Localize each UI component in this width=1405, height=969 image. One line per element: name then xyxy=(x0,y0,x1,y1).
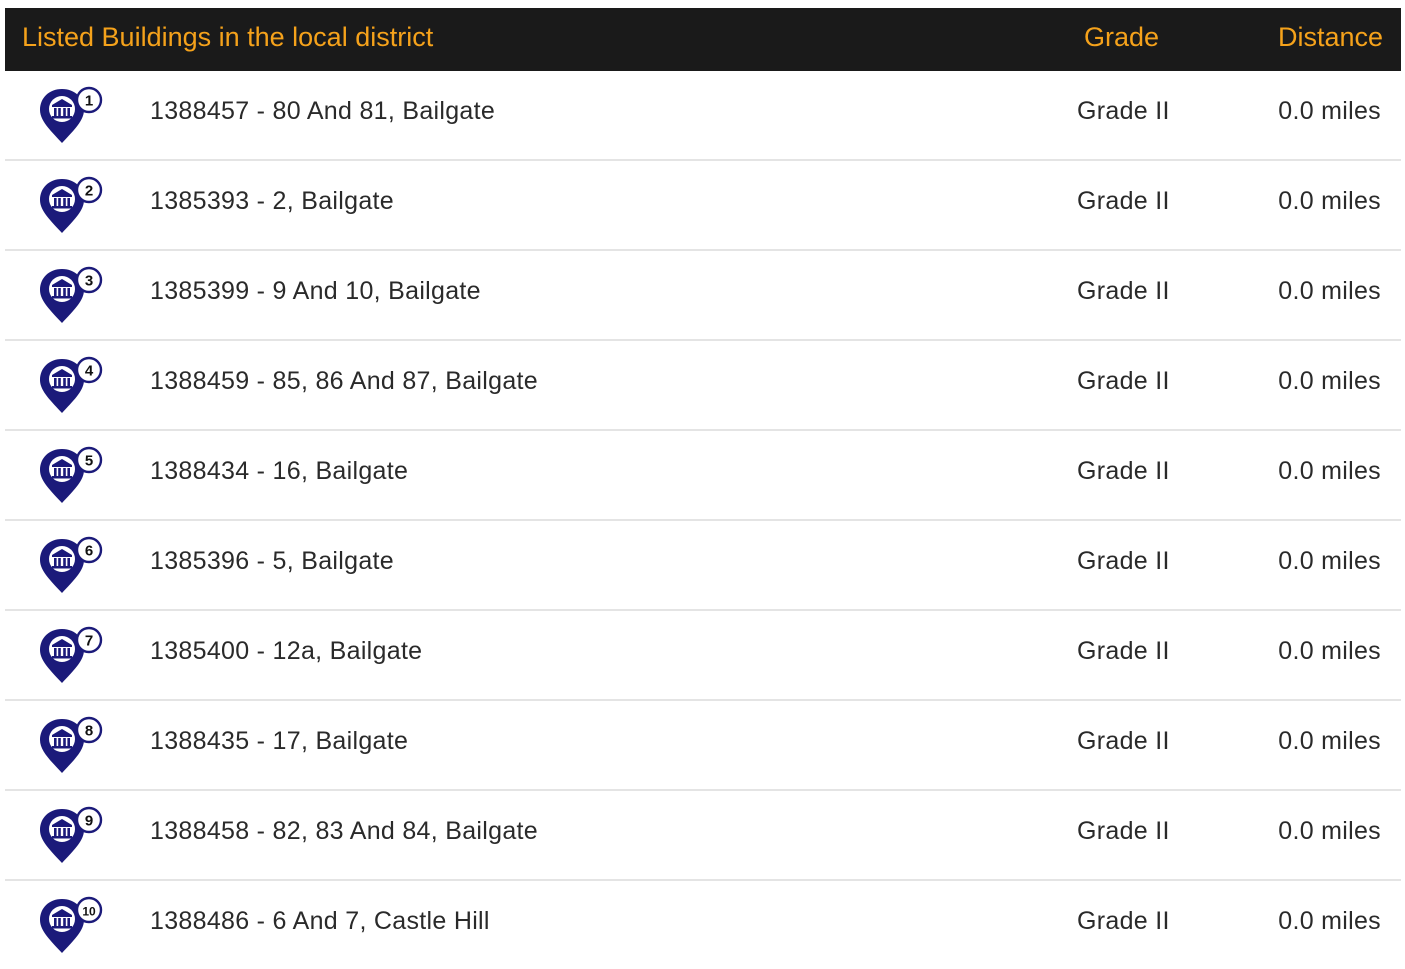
table-row-2[interactable] xyxy=(5,161,1401,251)
table-header xyxy=(5,8,1401,71)
table-body xyxy=(5,71,1401,969)
svg-text:4: 4 xyxy=(84,362,94,380)
building-distance: 0.0 miles xyxy=(1278,367,1381,395)
building-distance: 0.0 miles xyxy=(1278,187,1381,215)
building-grade: Grade II xyxy=(1077,97,1170,125)
svg-text:5: 5 xyxy=(84,452,94,470)
map-pin-building-icon[interactable] xyxy=(39,265,109,327)
pin-number-badge xyxy=(77,88,101,112)
pin-number-badge xyxy=(77,898,101,922)
building-name[interactable]: 1385396 - 5, Bailgate xyxy=(150,547,394,575)
distance-column-header: Distance xyxy=(1277,22,1383,52)
table-row-5[interactable] xyxy=(5,431,1401,521)
table-row-4[interactable] xyxy=(5,341,1401,431)
building-name[interactable]: 1385399 - 9 And 10, Bailgate xyxy=(150,277,481,305)
grade-column-header: Grade xyxy=(1084,22,1160,52)
svg-text:1: 1 xyxy=(84,92,94,110)
pin-number-badge xyxy=(77,808,101,832)
table-row-6[interactable] xyxy=(5,521,1401,611)
building-distance: 0.0 miles xyxy=(1278,547,1381,575)
pin-number-badge xyxy=(77,718,101,742)
building-grade: Grade II xyxy=(1077,727,1170,755)
building-distance: 0.0 miles xyxy=(1278,277,1381,305)
map-pin-building-icon[interactable] xyxy=(39,445,109,507)
building-name[interactable]: 1388459 - 85, 86 And 87, Bailgate xyxy=(150,367,538,395)
pin-number-badge xyxy=(77,358,101,382)
building-distance: 0.0 miles xyxy=(1278,817,1381,845)
map-pin-building-icon[interactable] xyxy=(39,625,109,687)
pin-number-badge xyxy=(77,538,101,562)
building-distance: 0.0 miles xyxy=(1278,907,1381,935)
building-grade: Grade II xyxy=(1077,457,1170,485)
building-grade: Grade II xyxy=(1077,637,1170,665)
map-pin-building-icon[interactable] xyxy=(39,895,109,957)
building-grade: Grade II xyxy=(1077,907,1170,935)
building-name[interactable]: 1388457 - 80 And 81, Bailgate xyxy=(150,97,496,125)
map-pin-building-icon[interactable] xyxy=(39,805,109,867)
building-distance: 0.0 miles xyxy=(1278,97,1381,125)
svg-text:2: 2 xyxy=(84,182,94,200)
map-pin-building-icon[interactable] xyxy=(39,85,109,147)
map-pin-building-icon[interactable] xyxy=(39,715,109,777)
building-grade: Grade II xyxy=(1077,367,1170,395)
building-name[interactable]: 1388435 - 17, Bailgate xyxy=(150,727,409,755)
table-row-1[interactable] xyxy=(5,71,1401,161)
svg-text:6: 6 xyxy=(84,542,94,560)
pin-number-badge xyxy=(77,628,101,652)
building-grade: Grade II xyxy=(1077,547,1170,575)
building-grade: Grade II xyxy=(1077,277,1170,305)
svg-text:9: 9 xyxy=(84,812,94,830)
table-row-8[interactable] xyxy=(5,701,1401,791)
table-row-10[interactable] xyxy=(5,881,1401,969)
pin-number-badge xyxy=(77,268,101,292)
building-grade: Grade II xyxy=(1077,187,1170,215)
building-name[interactable]: 1388486 - 6 And 7, Castle Hill xyxy=(150,907,490,935)
svg-text:8: 8 xyxy=(84,722,94,740)
building-name[interactable]: 1385393 - 2, Bailgate xyxy=(150,187,394,215)
table-row-3[interactable] xyxy=(5,251,1401,341)
building-grade: Grade II xyxy=(1077,817,1170,845)
map-pin-building-icon[interactable] xyxy=(39,355,109,417)
building-distance: 0.0 miles xyxy=(1278,727,1381,755)
svg-text:10: 10 xyxy=(82,904,96,919)
pin-number-badge xyxy=(77,448,101,472)
table-row-9[interactable] xyxy=(5,791,1401,881)
table-row-7[interactable] xyxy=(5,611,1401,701)
map-pin-building-icon[interactable] xyxy=(39,175,109,237)
listed-buildings-table xyxy=(5,8,1401,969)
building-distance: 0.0 miles xyxy=(1278,457,1381,485)
pin-number-badge xyxy=(77,178,101,202)
map-pin-building-icon[interactable] xyxy=(39,535,109,597)
svg-text:3: 3 xyxy=(84,272,94,290)
building-name[interactable]: 1388434 - 16, Bailgate xyxy=(150,457,409,485)
building-name[interactable]: 1388458 - 82, 83 And 84, Bailgate xyxy=(150,817,538,845)
building-name[interactable]: 1385400 - 12a, Bailgate xyxy=(150,637,423,665)
building-distance: 0.0 miles xyxy=(1278,637,1381,665)
svg-text:7: 7 xyxy=(84,632,94,650)
table-title: Listed Buildings in the local district xyxy=(22,22,434,52)
